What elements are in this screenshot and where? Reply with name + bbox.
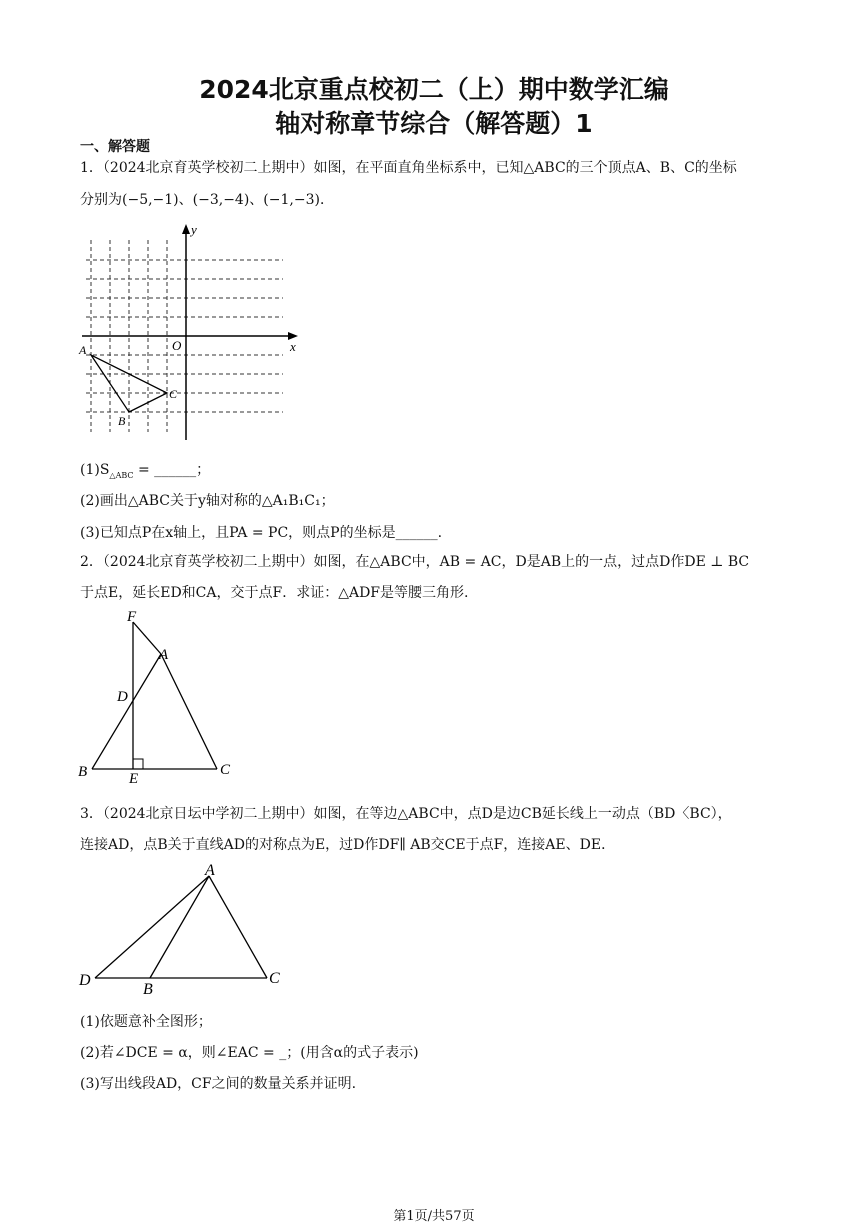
page-footer: 第1页/共57页 <box>393 1209 475 1224</box>
point-c-label: C <box>269 970 280 987</box>
right-angle-mark <box>133 759 143 769</box>
q3-line-2: 连接AD，点B关于直线AD的对称点为E，过D作DF∥ AB交CE于点F，连接AE、DE． <box>80 837 616 853</box>
point-c-label: C <box>220 762 231 778</box>
title-line-1: 2024北京重点校初二（上）期中数学汇编 <box>199 75 669 104</box>
point-a-label: A <box>205 862 215 879</box>
segment-ac <box>209 876 267 978</box>
q3-sub-3: (3)写出线段AD，CF之间的数量关系并证明. <box>80 1076 357 1092</box>
q2-triangle-figure <box>75 608 245 783</box>
point-c-label: C <box>169 387 178 401</box>
point-d-label: D <box>117 689 128 705</box>
point-a-label: A <box>159 647 169 663</box>
point-e-label: E <box>129 771 139 783</box>
q1-sub-1-subscript: △ABC <box>109 470 134 480</box>
x-axis-label: x <box>290 339 296 354</box>
q1-coordinate-figure <box>78 220 308 450</box>
point-a-label: A <box>79 343 87 357</box>
y-axis-label: y <box>191 222 197 237</box>
q1-sub-3: (3)已知点P在x轴上，且PA = PC，则点P的坐标是______. <box>80 525 443 541</box>
segment-ac <box>161 654 217 769</box>
q3-sub-2: (2)若∠DCE = α，则∠EAC = _；(用含α的式子表示) <box>80 1045 419 1061</box>
segment-fa <box>133 622 161 654</box>
point-b-label: B <box>118 414 126 428</box>
origin-label: O <box>172 338 182 353</box>
q3-triangle-figure <box>75 858 295 998</box>
point-b-label: B <box>143 981 153 998</box>
q1-sub-1-prefix: (1)S <box>80 462 110 478</box>
segment-ab <box>150 876 209 978</box>
q3-line-1: 3．（2024北京日坛中学初二上期中）如图，在等边△ABC中，点D是边CB延长线上一动点（BD〈BC）， <box>80 806 732 822</box>
point-b-label: B <box>78 764 88 780</box>
y-axis-arrow <box>182 224 190 234</box>
segment-ba <box>92 654 161 769</box>
q1-line-1: 1．（2024北京育英学校初二上期中）如图，在平面直角坐标系中，已知△ABC的三个顶点A、B、C的坐标 <box>80 160 737 176</box>
q3-sub-1: (1)依题意补全图形； <box>80 1014 212 1030</box>
point-d-label: D <box>79 972 91 989</box>
title-line-2: 轴对称章节综合（解答题）1 <box>275 109 593 138</box>
q1-sub-1-suffix: = ______； <box>133 462 211 478</box>
segment-ad <box>95 876 209 978</box>
q1-line-2: 分别为(−5,−1)、(−3,−4)、(−1,−3)． <box>80 192 334 208</box>
q1-sub-1 <box>80 459 210 480</box>
q2-line-2: 于点E，延长ED和CA，交于点F．求证：△ADF是等腰三角形. <box>80 585 469 601</box>
section-heading: 一、解答题 <box>80 139 150 155</box>
point-f-label: F <box>127 609 137 625</box>
q2-line-1: 2．（2024北京育英学校初二上期中）如图，在△ABC中，AB = AC，D是AB上的一点，过点D作DE ⊥ BC <box>80 554 750 570</box>
q1-sub-2: (2)画出△ABC关于y轴对称的△A₁B₁C₁； <box>80 493 335 509</box>
